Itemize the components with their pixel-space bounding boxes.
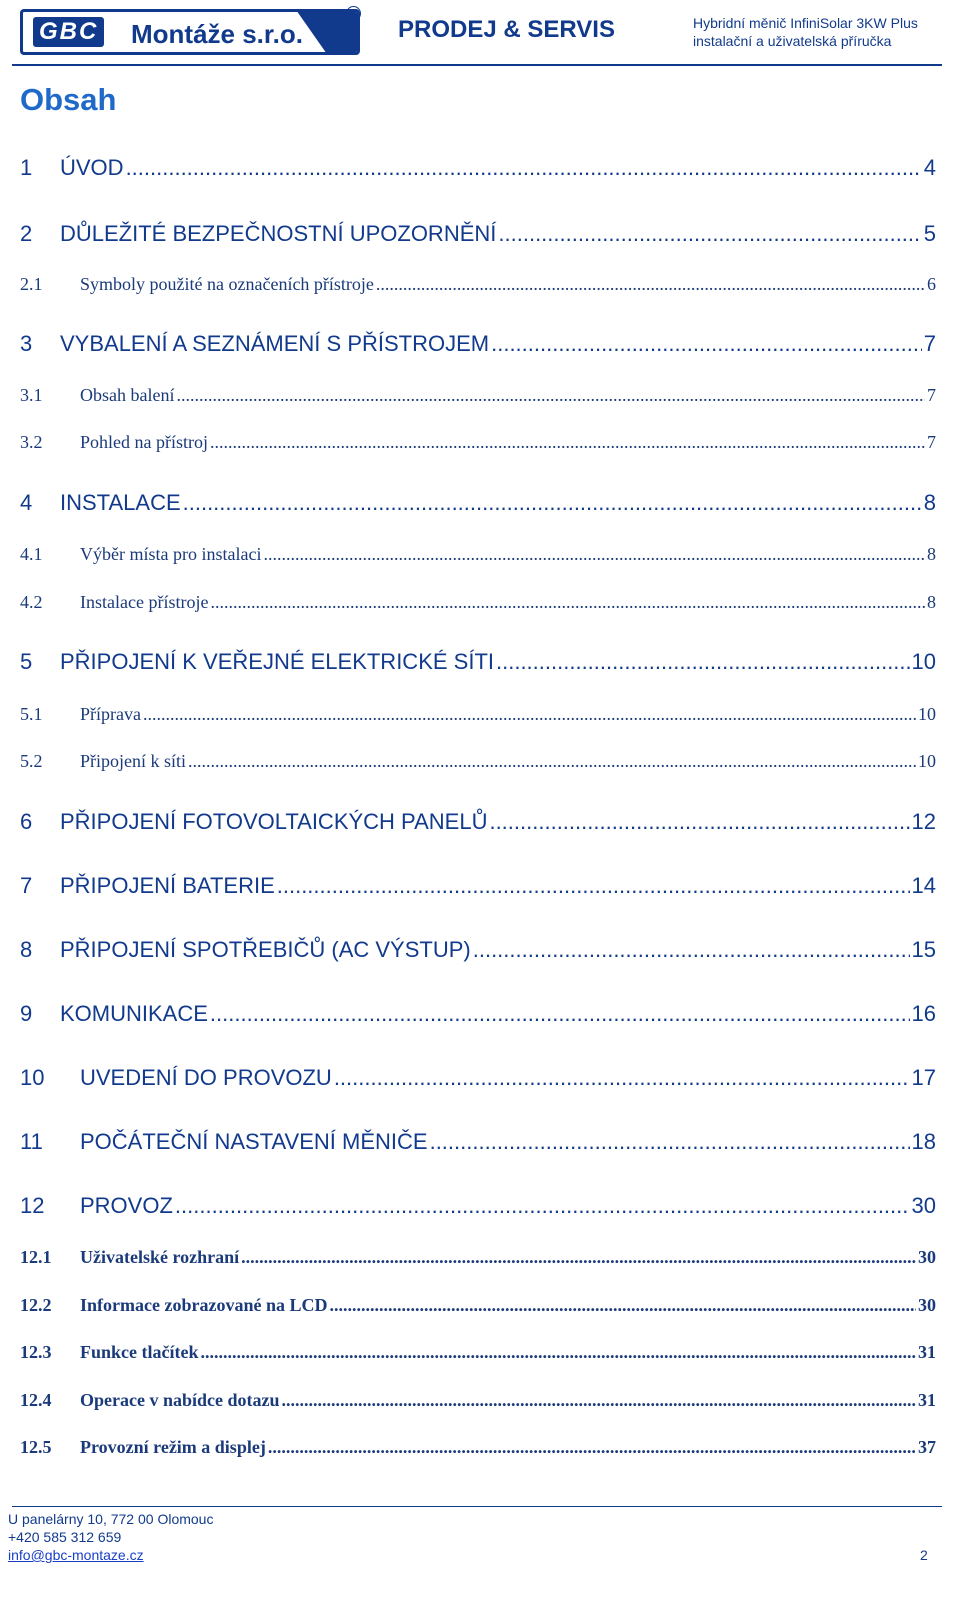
toc-label: ÚVOD <box>60 155 124 180</box>
toc-entry[interactable] <box>20 1064 936 1092</box>
page-title: Obsah <box>20 82 117 117</box>
toc-entry[interactable] <box>20 220 936 248</box>
toc-page: 7 <box>927 385 936 405</box>
toc-label: PŘIPOJENÍ FOTOVOLTAICKÝCH PANELŮ <box>60 809 488 834</box>
toc-number: 4.1 <box>20 544 43 564</box>
toc-label: Informace zobrazované na LCD <box>80 1295 328 1315</box>
toc-entry[interactable] <box>20 1000 936 1028</box>
toc-label: PŘIPOJENÍ K VEŘEJNÉ ELEKTRICKÉ SÍTI <box>60 649 494 674</box>
toc-label: PROVOZ <box>80 1193 173 1218</box>
toc-leader <box>263 543 925 565</box>
footer-divider <box>12 1506 942 1507</box>
toc-label: Uživatelské rozhraní <box>80 1247 240 1267</box>
toc-number: 3.2 <box>20 432 43 452</box>
toc-page: 31 <box>918 1342 936 1362</box>
toc-page: 16 <box>911 1001 936 1026</box>
toc-label: PŘIPOJENÍ SPOTŘEBIČŮ (AC VÝSTUP) <box>60 937 471 962</box>
toc-number: 4.2 <box>20 592 43 612</box>
toc-subentry[interactable] <box>20 1246 936 1268</box>
toc-page: 8 <box>927 592 936 612</box>
toc-page: 30 <box>911 1193 936 1218</box>
toc-number: 9 <box>20 1001 33 1026</box>
toc-leader <box>489 808 909 836</box>
toc-number: 6 <box>20 809 33 834</box>
toc-leader <box>376 273 925 295</box>
toc-number: 12.2 <box>20 1295 52 1315</box>
toc-entry[interactable] <box>20 648 936 676</box>
toc-number: 12.3 <box>20 1342 52 1362</box>
toc-label: UVEDENÍ DO PROVOZU <box>80 1065 332 1090</box>
toc-number: 1 <box>20 155 33 180</box>
toc-number: 8 <box>20 937 33 962</box>
toc-page: 10 <box>918 751 936 771</box>
toc-number: 3 <box>20 331 33 356</box>
toc-subentry[interactable] <box>20 591 936 613</box>
toc-subentry[interactable] <box>20 703 936 725</box>
toc-leader <box>201 1341 917 1363</box>
toc-subentry[interactable] <box>20 273 936 295</box>
toc-page: 15 <box>911 937 936 962</box>
logo-mark: GBC <box>33 17 104 47</box>
toc-entry[interactable] <box>20 154 936 182</box>
toc-label: Připojení k síti <box>80 751 187 771</box>
toc-number: 5.2 <box>20 751 43 771</box>
toc-label: Příprava <box>80 704 141 724</box>
toc-label: Operace v nabídce dotazu <box>80 1390 280 1410</box>
toc-page: 31 <box>918 1390 936 1410</box>
toc-leader <box>210 431 925 453</box>
toc-leader <box>183 489 922 517</box>
toc-page: 30 <box>918 1247 936 1267</box>
company-email-link[interactable]: info@gbc-montaze.cz <box>8 1547 144 1563</box>
toc-label: Obsah balení <box>80 385 175 405</box>
toc-leader <box>430 1128 910 1156</box>
toc-label: Výběr místa pro instalaci <box>80 544 262 564</box>
company-phone: +420 585 312 659 <box>8 1529 122 1545</box>
toc-label: PŘIPOJENÍ BATERIE <box>60 873 275 898</box>
toc-leader <box>176 384 925 406</box>
toc-leader <box>188 750 916 772</box>
toc-leader <box>268 1436 916 1458</box>
toc-page: 17 <box>911 1065 936 1090</box>
product-name: Hybridní měnič InfiniSolar 3KW Plus <box>693 15 918 31</box>
manual-type: instalační a uživatelská příručka <box>693 33 892 49</box>
toc-label: POČÁTEČNÍ NASTAVENÍ MĚNIČE <box>80 1129 428 1154</box>
toc-leader <box>282 1389 917 1411</box>
toc-label: VYBALENÍ A SEZNÁMENÍ S PŘÍSTROJEM <box>60 331 490 356</box>
toc-entry[interactable] <box>20 330 936 358</box>
toc-page: 5 <box>923 221 936 246</box>
toc-number: 10 <box>20 1065 45 1090</box>
toc-leader <box>143 703 916 725</box>
toc-leader <box>210 591 925 613</box>
toc-leader <box>329 1294 916 1316</box>
toc-leader <box>277 872 910 900</box>
toc-page: 10 <box>911 649 936 674</box>
toc-subentry[interactable] <box>20 750 936 772</box>
toc-subentry[interactable] <box>20 1389 936 1411</box>
toc-label: Provozní režim a displej <box>80 1437 266 1457</box>
toc-label: Symboly použité na označeních přístroje <box>80 274 374 294</box>
toc-label: KOMUNIKACE <box>60 1001 208 1026</box>
toc-label: Pohled na přístroj <box>80 432 208 452</box>
toc-subentry[interactable] <box>20 384 936 406</box>
toc-subentry[interactable] <box>20 431 936 453</box>
toc-number: 7 <box>20 873 33 898</box>
toc-leader <box>126 154 922 182</box>
toc-number: 12.5 <box>20 1437 52 1457</box>
company-name: Montáže s.r.o. <box>131 19 303 49</box>
toc-page: 12 <box>911 809 936 834</box>
toc-leader <box>496 648 910 676</box>
toc-entry[interactable] <box>20 936 936 964</box>
company-tagline: PRODEJ & SERVIS <box>398 16 615 43</box>
toc-leader <box>498 220 921 248</box>
toc-subentry[interactable] <box>20 1436 936 1458</box>
toc-entry[interactable] <box>20 872 936 900</box>
toc-leader <box>491 330 922 358</box>
toc-entry[interactable] <box>20 489 936 517</box>
toc-subentry[interactable] <box>20 543 936 565</box>
toc-number: 12.1 <box>20 1247 52 1267</box>
toc-number: 4 <box>20 490 33 515</box>
toc-label: Instalace přístroje <box>80 592 209 612</box>
toc-page: 37 <box>918 1437 936 1457</box>
toc-number: 5.1 <box>20 704 43 724</box>
toc-number: 12 <box>20 1193 45 1218</box>
toc-subentry[interactable] <box>20 1341 936 1363</box>
toc-number: 12.4 <box>20 1390 52 1410</box>
toc-page: 8 <box>923 490 936 515</box>
toc-subentry[interactable] <box>20 1294 936 1316</box>
toc-label: INSTALACE <box>60 490 181 515</box>
toc-number: 11 <box>20 1129 43 1154</box>
toc-entry[interactable] <box>20 1192 936 1220</box>
toc-label: Funkce tlačítek <box>80 1342 199 1362</box>
toc-page: 7 <box>923 331 936 356</box>
table-of-contents <box>20 0 936 1500</box>
toc-page: 7 <box>927 432 936 452</box>
toc-number: 5 <box>20 649 33 674</box>
toc-number: 2 <box>20 221 33 246</box>
page-number: 2 <box>920 1547 928 1563</box>
toc-page: 8 <box>927 544 936 564</box>
page-footer <box>8 1510 213 1564</box>
registered-mark-icon: R <box>346 6 361 21</box>
toc-number: 2.1 <box>20 274 43 294</box>
toc-leader <box>473 936 910 964</box>
toc-page: 14 <box>911 873 936 898</box>
toc-page: 4 <box>923 155 936 180</box>
company-address: U panelárny 10, 772 00 Olomouc <box>8 1511 214 1527</box>
toc-page: 18 <box>911 1129 936 1154</box>
toc-page: 10 <box>918 704 936 724</box>
toc-leader <box>241 1246 916 1268</box>
toc-leader <box>210 1000 910 1028</box>
toc-page: 30 <box>918 1295 936 1315</box>
toc-leader <box>175 1192 910 1220</box>
toc-entry[interactable] <box>20 808 936 836</box>
toc-leader <box>334 1064 910 1092</box>
toc-number: 3.1 <box>20 385 43 405</box>
toc-label: DŮLEŽITÉ BEZPEČNOSTNÍ UPOZORNĚNÍ <box>60 221 497 246</box>
toc-page: 6 <box>927 274 936 294</box>
toc-entry[interactable] <box>20 1128 936 1156</box>
